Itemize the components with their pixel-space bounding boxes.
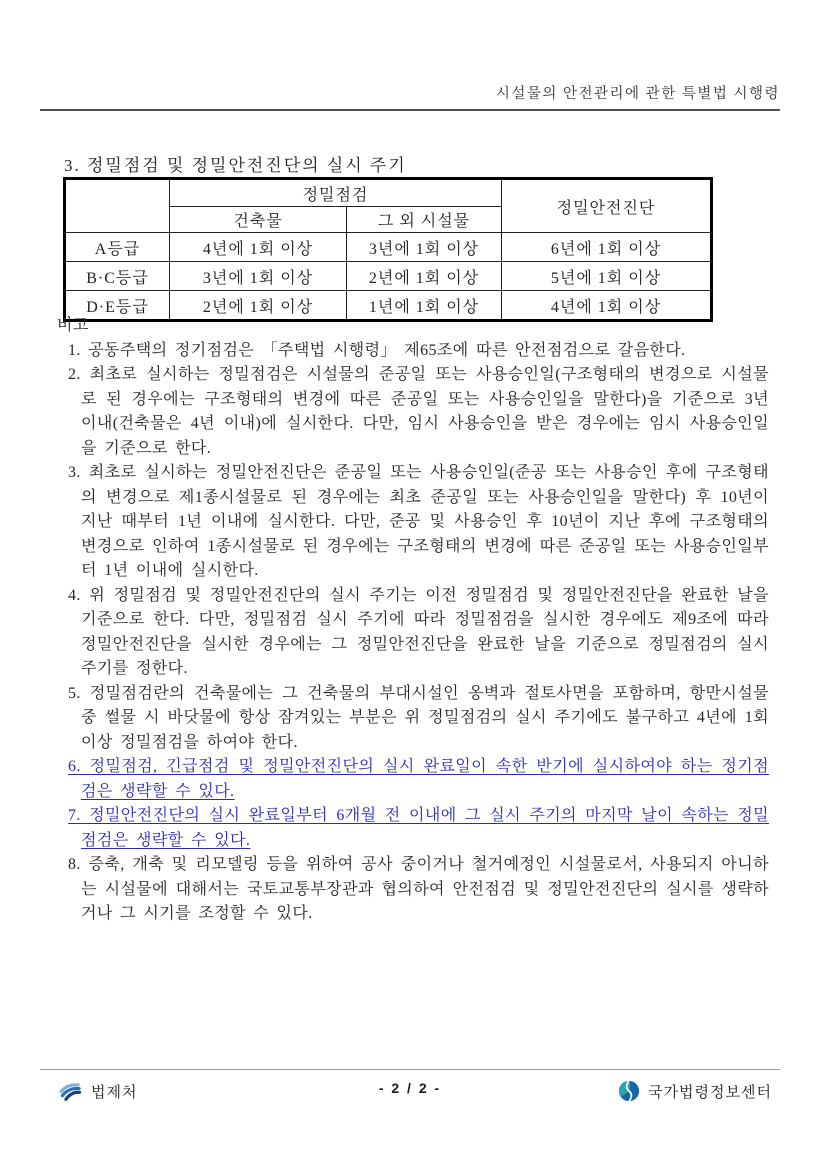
footer bbox=[57, 1076, 772, 1106]
building-cycle-cell: 2년에 1회 이상 bbox=[170, 291, 347, 321]
document-title: 시설물의 안전관리에 관한 특별법 시행령 bbox=[495, 86, 780, 102]
grade-cell: D·E등급 bbox=[65, 291, 170, 321]
building-cycle-cell: 4년에 1회 이상 bbox=[170, 233, 347, 262]
building-cycle-cell: 3년에 1회 이상 bbox=[170, 262, 347, 291]
note-item-6: 6. 정밀점검, 긴급점검 및 정밀안전진단의 실시 완료일이 속한 반기에 실시하여야 하는 정기점검은 생략할 수 있다. bbox=[68, 758, 769, 800]
grade-cell: A등급 bbox=[65, 233, 170, 262]
other-cycle-cell: 1년에 1회 이상 bbox=[347, 291, 502, 321]
note-item-2: 2. 최초로 실시하는 정밀점검은 시설물의 준공일 또는 사용승인일(구조형태의 변경으로 시설물로 된 경우에는 구조형태의 변경에 따른 준공일 또는 사용승인일을 말한다)을 기준으로 3년 이내(건축물은 4년 이내)에 실시한다. 다만, 임시 사용승인을 받은 경우에는 임시 사용승인일을 기준으로 한다. bbox=[68, 366, 769, 457]
grade-cell: B·C등급 bbox=[65, 262, 170, 291]
other-cycle-cell: 3년에 1회 이상 bbox=[347, 233, 502, 262]
footer-left bbox=[57, 1079, 137, 1103]
other-cycle-cell: 2년에 1회 이상 bbox=[347, 262, 502, 291]
table-row-grade-a bbox=[65, 233, 712, 262]
column-header-precision-diagnosis: 정밀안전진단 bbox=[502, 179, 712, 233]
column-header-building: 건축물 bbox=[170, 207, 347, 233]
inspection-cycle-table bbox=[63, 177, 713, 322]
klic-sphere-logo-icon bbox=[617, 1079, 641, 1103]
running-head bbox=[40, 0, 780, 111]
footer-right bbox=[617, 1079, 772, 1103]
diagnosis-cycle-cell: 5년에 1회 이상 bbox=[502, 262, 712, 291]
footer-left-label: 법제처 bbox=[91, 1084, 138, 1101]
note-item-7: 7. 정밀안전진단의 실시 완료일부터 6개월 전 이내에 그 실시 주기의 마지막 날이 속하는 정밀점검은 생략할 수 있다. bbox=[68, 807, 769, 849]
note-item-1: 1. 공동주택의 정기점검은 「주택법 시행령」 제65조에 따른 안전점검으로 갈음한다. bbox=[68, 341, 686, 359]
note-item-5: 5. 정밀점검란의 건축물에는 그 건축물의 부대시설인 옹벽과 절토사면을 포함하며, 항만시설물 중 썰물 시 바닷물에 항상 잠겨있는 부분은 위 정밀점검의 실시 주기에도 불구하고 4년에 1회 이상 정밀점검을 하여야 한다. bbox=[68, 684, 769, 751]
column-header-other-facilities: 그 외 시설물 bbox=[347, 207, 502, 233]
notes-label: 비고 bbox=[57, 317, 89, 334]
diagnosis-cycle-cell: 4년에 1회 이상 bbox=[502, 291, 712, 321]
footer-right-label: 국가법령정보센터 bbox=[648, 1084, 772, 1101]
footer-divider bbox=[40, 1069, 780, 1070]
column-header-precision-inspection: 정밀점검 bbox=[170, 179, 502, 207]
section-title: 3. 정밀점검 및 정밀안전진단의 실시 주기 bbox=[64, 156, 407, 175]
notes-section bbox=[57, 314, 769, 927]
note-item-8: 8. 증축, 개축 및 리모델링 등을 위하여 공사 중이거나 철거예정인 시설물로서, 사용되지 아니하는 시설물에 대해서는 국토교통부장관과 협의하여 안전점검 및 정밀안전진단의 실시를 생략하거나 그 시기를 조정할 수 있다. bbox=[68, 856, 769, 922]
diagnosis-cycle-cell: 6년에 1회 이상 bbox=[502, 233, 712, 262]
moj-wave-logo-icon bbox=[57, 1079, 84, 1103]
table-row-grade-bc bbox=[65, 262, 712, 291]
note-item-4: 4. 위 정밀점검 및 정밀안전진단의 실시 주기는 이전 정밀점검 및 정밀안전진단을 완료한 날을 기준으로 한다. 다만, 정밀점검 실시 주기에 따라 정밀점검을 실시한 경우에도 제9조에 따라 정밀안전진단을 실시한 경우에는 그 정밀안전진단을 완료한 날을 기준으로 정밀점검의 실시 주기를 정한다. bbox=[68, 586, 769, 677]
table-corner-cell bbox=[65, 179, 170, 233]
page-number: - 2 / 2 - bbox=[378, 1080, 442, 1096]
note-item-3: 3. 최초로 실시하는 정밀안전진단은 준공일 또는 사용승인일(준공 또는 사용승인 후에 구조형태의 변경으로 제1종시설물로 된 경우에는 최초 준공일 또는 사용승인일을 말한다) 후 10년이 지난 때부터 1년 이내에 실시한다. 다만, 준공 및 사용승인 후 10년이 지난 후에 구조형태의 변경으로 인하여 1종시설물로 된 경우에는 구조형태의 변경에 따른 준공일 또는 사용승인일부터 1년 이내에 실시한다. bbox=[68, 464, 769, 579]
